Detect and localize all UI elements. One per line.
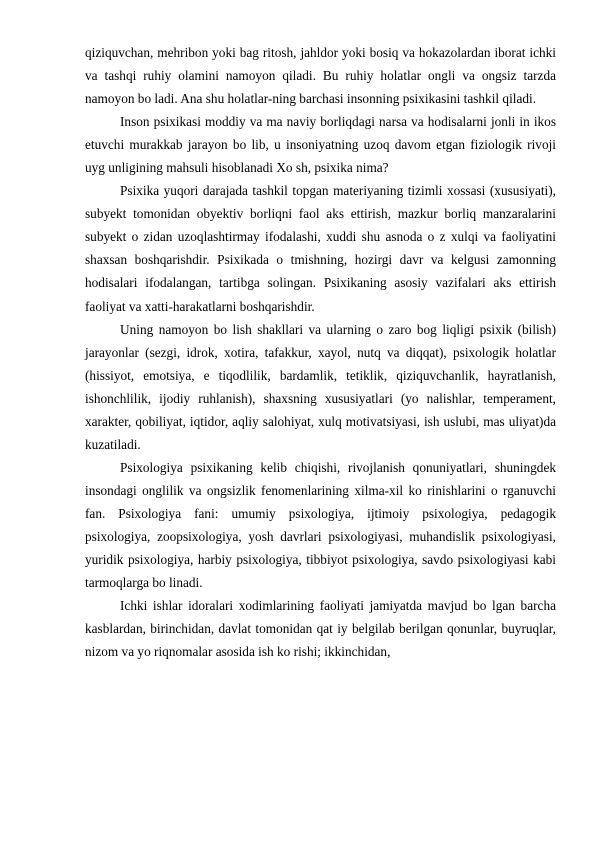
- paragraph-psixika-definition: Psixika yuqori darajada tashkil topgan materiyaning tizimli xossasi (xususiyati), subyekt tomonidan obyektiv borliqni faol aks ettirish, mazkur borliq manzaralarini subyekt o zidan uzoqlashtirmay ifodalashi, xuddi shu asnoda o z xulqi va faoliyatini shaxsan boshqarishdir. Psixikada o tmishning, hozirgi davr va kelgusi zamonning hodisalari ifodalangan, tartibga solingan. Psixikaning asosiy vazifalari aks ettirish faoliyat va xatti-harakatlarni boshqarishdir.: [85, 183, 556, 314]
- paragraph-namoyon-shakllari: Uning namoyon bo lish shakllari va ularning o zaro bog liqligi psixik (bilish) jarayonlar (sezgi, idrok, xotira, tafakkur, xayol, nutq va diqqat), psixologik holatlar (hissiyot, emotsiya, e tiqodlilik, bardamlik, tetiklik, qiziquvchanlik, hayratlanish, ishonchlilik, ijodiy ruhlanish), shaxsning xususiyatlari (yo nalishlar, temperament, xarakter, qobiliyat, iqtidor, aqliy salohiyat, xulq motivatsiyasi, ish uslubi, mas uliyat)da kuzatiladi.: [85, 321, 556, 452]
- paragraph-ichki-ishlar: Ichki ishlar idoralari xodimlarining faoliyati jamiyatda mavjud bo lgan barcha kasblardan, birinchidan, davlat tomonidan qat iy belgilab berilgan qonunlar, buyruqlar, nizom va yo riqnomalar asosida ish ko rishi; ikkinchidan,: [85, 598, 556, 660]
- paragraph-continuation: qiziquvchan, mehribon yoki bag ritosh, jahldor yoki bosiq va hokazolardan iborat ichki va tashqi ruhiy olamini namoyon qiladi. Bu ruhiy holatlar ongli va ongsiz tarzda namoyon bo ladi. Ana shu holatlar-ning barchasi insonning psixikasini tashkil qiladi.: [85, 45, 556, 107]
- paragraph-psixologiya: Psixologiya psixikaning kelib chiqishi, rivojlanish qonuniyatlari, shuningdek insondagi onglilik va ongsizlik fenomenlarining xilma-xil ko rinishlarini o rganuvchi fan. Psixologiya fani: umumiy psixologiya, ijtimoiy psixologiya, pedagogik psixologiya, zoopsixologiya, yosh davrlari psixologiyasi, muhandislik psixologiyasi, yuridik psixologiya, harbiy psixologiya, tibbiyot psixologiya, savdo psixologiyasi kabi tarmoqlarga bo linadi.: [85, 459, 556, 591]
- body-text: [85, 41, 556, 663]
- paragraph-inson-psixikasi: Inson psixikasi moddiy va ma naviy borliqdagi narsa va hodisalarni jonli in ikos etuvchi murakkab jarayon bo lib, u insoniyatning uzoq davom etgan fiziologik rivoji uyg unligining mahsuli hisoblanadi Xo sh, psixika nima?: [85, 114, 556, 176]
